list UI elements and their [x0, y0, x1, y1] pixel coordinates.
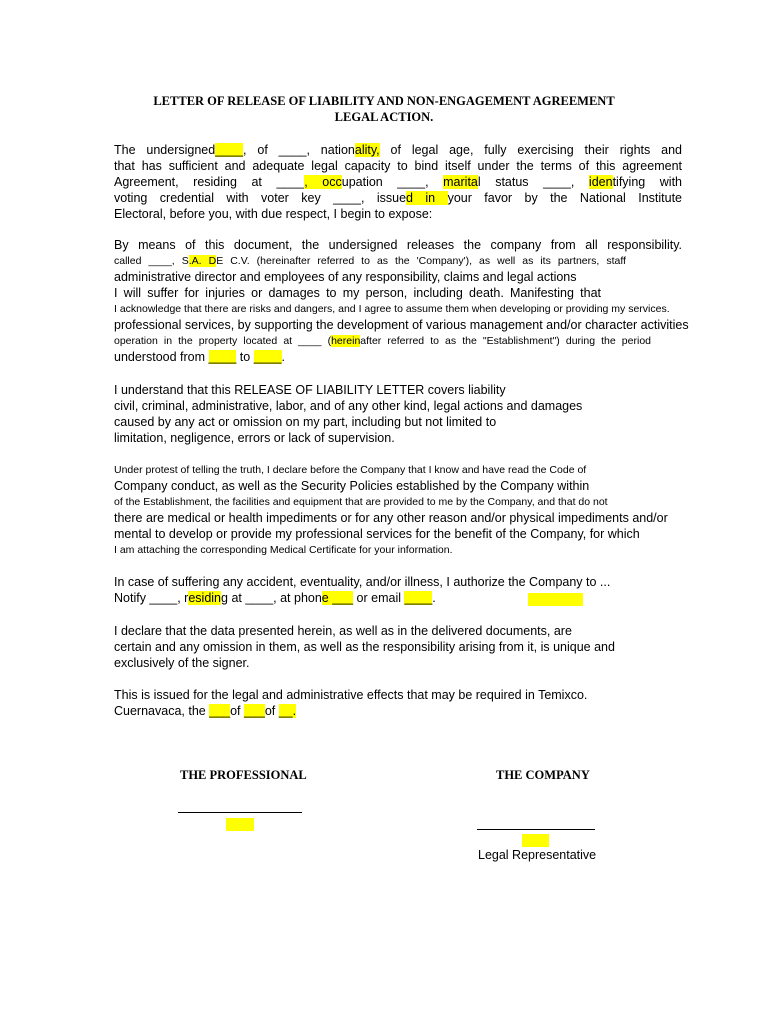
- document-title-line-2: LEGAL ACTION.: [334, 110, 434, 124]
- text-line: I declare that the data presented herein, as well as in the delivered documents, are: [114, 624, 572, 638]
- company-name-blank: [522, 834, 549, 847]
- text-line: operation in the property located at ____ (hereinafter referred to as the "Establishment") during the period: [114, 335, 651, 347]
- company-signature-label: THE COMPANY: [496, 768, 590, 782]
- paragraph-issuance: [114, 687, 682, 719]
- professional-signature-line: [178, 812, 302, 813]
- text-line: Under protest of telling the truth, I declare before the Company that I know and have read the Code of: [114, 464, 587, 476]
- text-line: civil, criminal, administrative, labor, and of any other kind, legal actions and damages: [114, 399, 583, 413]
- text-line: professional services, by supporting the development of various management and/or character activities: [114, 318, 689, 332]
- text-line: The undersigned____, of ____, nationality, of legal age, fully exercising their rights and: [114, 143, 682, 157]
- text-line: that has sufficient and adequate legal capacity to bind itself under the terms of this agreement: [114, 159, 682, 173]
- text-line: exclusively of the signer.: [114, 656, 250, 670]
- paragraph-declaration: [114, 462, 682, 558]
- professional-name-blank: [226, 818, 254, 831]
- highlighted-blank: [528, 593, 583, 606]
- paragraph-coverage: [114, 382, 682, 446]
- text-line: caused by any act or omission on my part, including but not limited to: [114, 415, 497, 429]
- text-line: I acknowledge that there are risks and dangers, and I agree to assume them when developing or providing my services.: [114, 303, 670, 315]
- text-line: there are medical or health impediments or for any other reason and/or physical impediments and/or: [114, 511, 668, 525]
- document-title-line-1: LETTER OF RELEASE OF LIABILITY AND NON-ENGAGEMENT AGREEMENT: [153, 94, 615, 108]
- text-line: Cuernavaca, the ___of ___of __.: [114, 704, 297, 718]
- text-line: By means of this document, the undersigned releases the company from all responsibility.: [114, 238, 682, 252]
- text-line: I am attaching the corresponding Medical Certificate for your information.: [114, 544, 453, 556]
- text-line: Electoral, before you, with due respect, I begin to expose:: [114, 207, 433, 221]
- text-line: administrative director and employees of any responsibility, claims and legal actions: [114, 270, 577, 284]
- text-line: I understand that this RELEASE OF LIABILITY LETTER covers liability: [114, 383, 506, 397]
- professional-signature-label: THE PROFESSIONAL: [180, 768, 307, 782]
- text-line: This is issued for the legal and administrative effects that may be required in Temixco.: [114, 688, 588, 702]
- paragraph-release: [114, 237, 689, 365]
- text-line: Company conduct, as well as the Security Policies established by the Company within: [114, 479, 590, 493]
- company-signature-line: [477, 829, 595, 830]
- text-line: of the Establishment, the facilities and equipment that are provided to me by the Company, and that do not: [114, 496, 608, 508]
- text-line: Notify ____, residing at ____, at phone ___ or email ____.: [114, 591, 436, 605]
- text-line: mental to develop or provide my professional services for the benefit of the Company, for which: [114, 527, 640, 541]
- text-line: In case of suffering any accident, eventuality, and/or illness, I authorize the Company to ...: [114, 575, 611, 589]
- text-line: limitation, negligence, errors or lack of supervision.: [114, 431, 395, 445]
- text-line: understood from ____ to ____.: [114, 350, 285, 364]
- text-line: I will suffer for injuries or damages to my person, including death. Manifesting that: [114, 286, 601, 300]
- text-line: certain and any omission in them, as well as the responsibility arising from it, is unique and: [114, 640, 615, 654]
- text-line: voting credential with voter key ____, issued in your favor by the National Institute: [114, 191, 682, 205]
- legal-representative-label: Legal Representative: [478, 848, 597, 862]
- text-line: Agreement, residing at ____, occupation ____, marital status ____, identifying with: [114, 175, 682, 189]
- text-line: called ____, S.A. DE C.V. (hereinafter referred to as the 'Company'), as well as its partners, staff: [114, 255, 626, 267]
- paragraph-accuracy: [114, 623, 682, 671]
- paragraph-identification: [114, 142, 682, 222]
- paragraph-emergency: [114, 574, 682, 606]
